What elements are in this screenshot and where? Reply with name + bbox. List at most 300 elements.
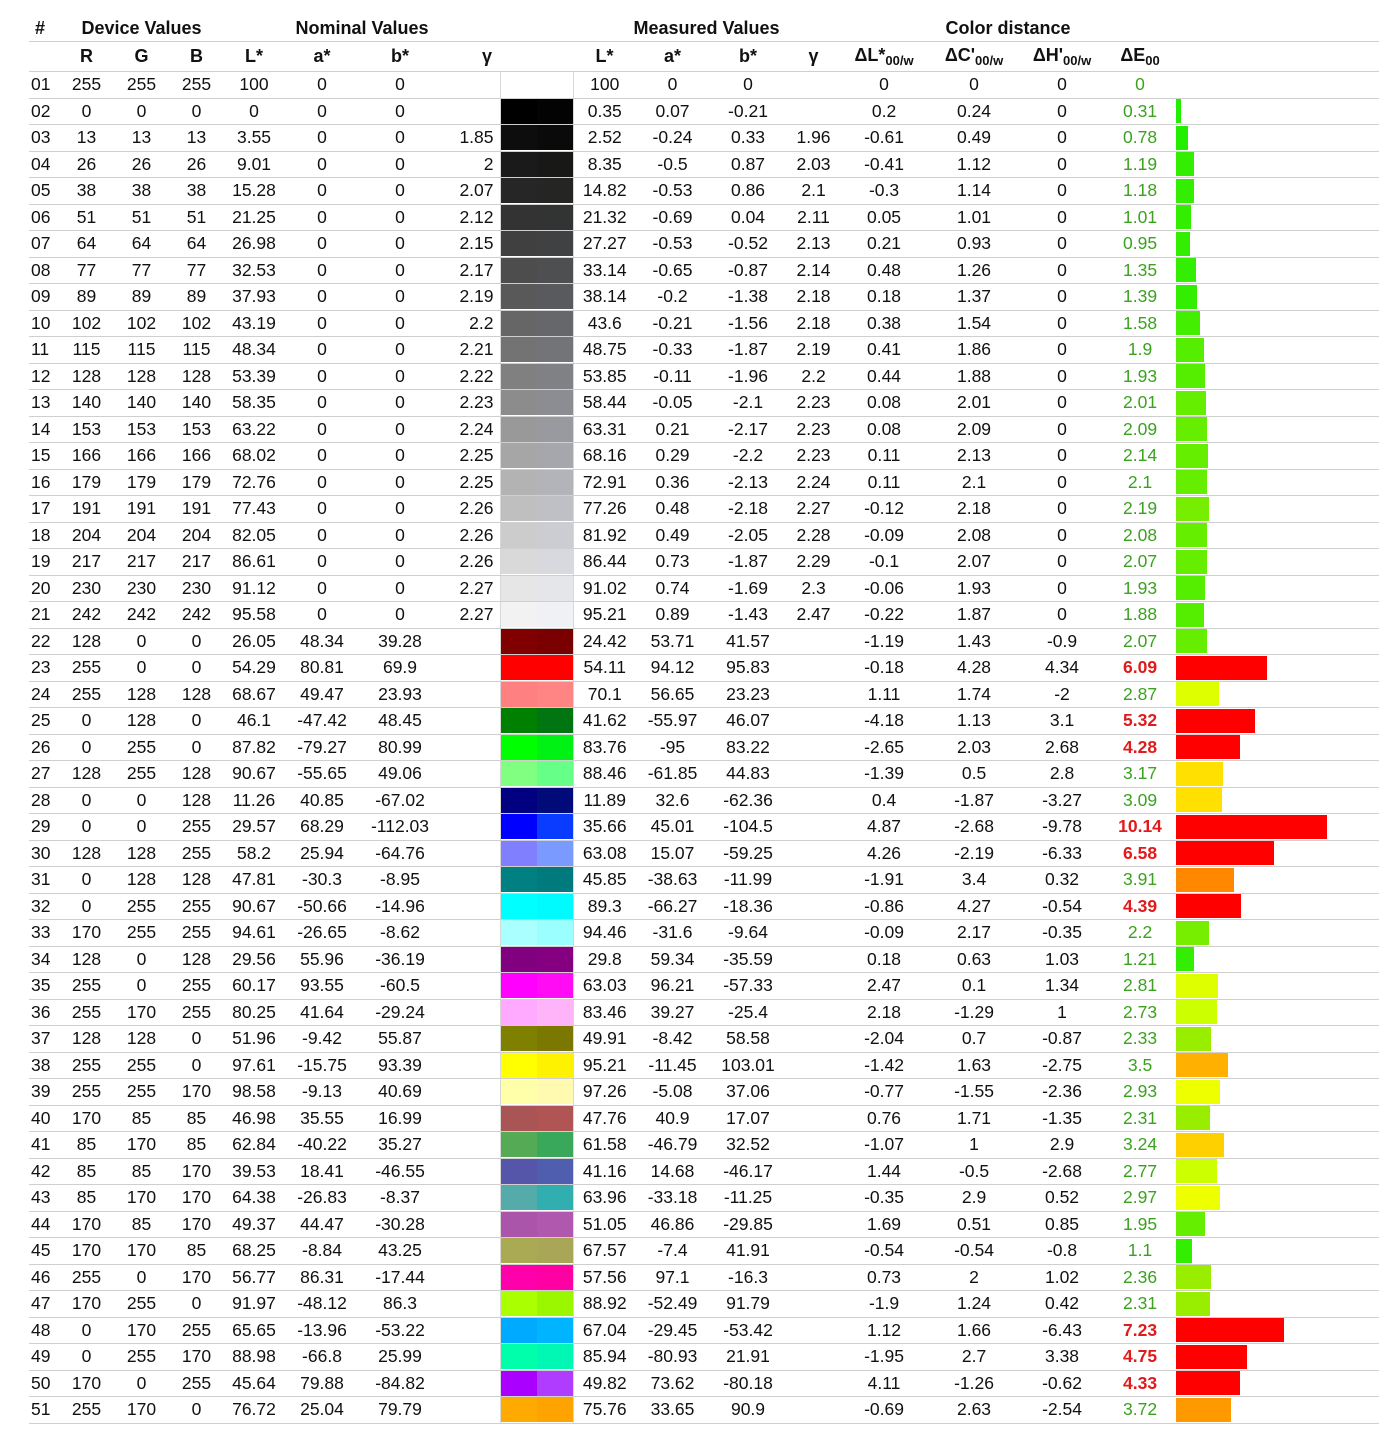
measured-gamma <box>787 1264 840 1291</box>
delta-c: 4.27 <box>928 893 1020 920</box>
measured-l: 88.46 <box>573 761 636 788</box>
measured-l: 58.44 <box>573 390 636 417</box>
nominal-color-patch <box>501 205 537 230</box>
measured-color-patch <box>537 549 573 574</box>
color-swatch <box>500 284 573 311</box>
delta-e-bar <box>1176 868 1234 892</box>
table-row <box>29 814 1379 841</box>
measured-l: 72.91 <box>573 469 636 496</box>
nominal-color-patch <box>501 947 537 972</box>
delta-e-bar <box>1176 735 1240 759</box>
device-g: 242 <box>114 602 169 629</box>
delta-l: -1.07 <box>840 1132 928 1159</box>
col-delta-e-sub: 00 <box>1145 53 1160 68</box>
delta-l: 1.12 <box>840 1317 928 1344</box>
measured-a: -95 <box>636 734 709 761</box>
nominal-b: -8.95 <box>360 867 440 894</box>
delta-e-bar <box>1176 470 1207 494</box>
measured-b: -2.13 <box>709 469 787 496</box>
delta-l: -0.1 <box>840 549 928 576</box>
table-row <box>29 469 1379 496</box>
row-index: 13 <box>29 390 59 417</box>
nominal-b: -60.5 <box>360 973 440 1000</box>
device-r: 191 <box>59 496 114 523</box>
delta-e-bar-cell <box>1176 231 1379 258</box>
device-g: 51 <box>114 204 169 231</box>
measured-gamma: 2.11 <box>787 204 840 231</box>
swatch-pair <box>501 284 573 309</box>
measured-gamma <box>787 920 840 947</box>
color-distance-heading: Color distance <box>840 16 1176 42</box>
nominal-color-patch <box>501 1053 537 1078</box>
nominal-color-patch <box>501 152 537 177</box>
row-index: 12 <box>29 363 59 390</box>
device-r: 204 <box>59 522 114 549</box>
device-r: 128 <box>59 840 114 867</box>
delta-e: 4.75 <box>1104 1344 1176 1371</box>
table-row <box>29 893 1379 920</box>
row-index: 14 <box>29 416 59 443</box>
device-b: 85 <box>169 1132 224 1159</box>
nominal-a: 80.81 <box>284 655 360 682</box>
delta-e: 1.1 <box>1104 1238 1176 1265</box>
color-swatch <box>500 655 573 682</box>
col-measured-b: b* <box>709 42 787 72</box>
delta-e-bar-cell <box>1176 575 1379 602</box>
measured-a: 0.73 <box>636 549 709 576</box>
nominal-a: 49.47 <box>284 681 360 708</box>
measured-color-patch <box>537 894 573 919</box>
nominal-b: 0 <box>360 257 440 284</box>
device-b: 255 <box>169 893 224 920</box>
device-r: 170 <box>59 920 114 947</box>
delta-l: -0.06 <box>840 575 928 602</box>
delta-c: 2.7 <box>928 1344 1020 1371</box>
delta-c: -1.26 <box>928 1370 1020 1397</box>
device-r: 255 <box>59 72 114 99</box>
row-index: 26 <box>29 734 59 761</box>
delta-e-bar <box>1176 523 1207 547</box>
nominal-l: 68.02 <box>224 443 284 470</box>
table-row <box>29 920 1379 947</box>
nominal-a: 86.31 <box>284 1264 360 1291</box>
measured-color-patch <box>537 1291 573 1316</box>
swatch-pair <box>501 947 573 972</box>
nominal-b: 0 <box>360 231 440 258</box>
swatch-pair <box>501 417 573 442</box>
measured-gamma <box>787 1397 840 1424</box>
measured-l: 63.08 <box>573 840 636 867</box>
table-row <box>29 204 1379 231</box>
measured-color-patch <box>537 417 573 442</box>
measured-a: -8.42 <box>636 1026 709 1053</box>
color-swatch <box>500 231 573 258</box>
measured-b: -29.85 <box>709 1211 787 1238</box>
device-g: 255 <box>114 1344 169 1371</box>
delta-c: 4.28 <box>928 655 1020 682</box>
measured-gamma <box>787 628 840 655</box>
nominal-l: 46.1 <box>224 708 284 735</box>
nominal-a: 79.88 <box>284 1370 360 1397</box>
measured-a: -0.24 <box>636 125 709 152</box>
device-g: 128 <box>114 1026 169 1053</box>
delta-l: -0.77 <box>840 1079 928 1106</box>
device-b: 0 <box>169 655 224 682</box>
delta-l: 0.18 <box>840 946 928 973</box>
device-r: 89 <box>59 284 114 311</box>
measured-color-patch <box>537 337 573 362</box>
delta-e-bar-cell <box>1176 416 1379 443</box>
table-body <box>29 72 1379 1424</box>
delta-e-bar-cell <box>1176 973 1379 1000</box>
device-b: 128 <box>169 363 224 390</box>
nominal-l: 76.72 <box>224 1397 284 1424</box>
swatch-pair <box>501 894 573 919</box>
color-swatch <box>500 893 573 920</box>
nominal-l: 47.81 <box>224 867 284 894</box>
nominal-b: 93.39 <box>360 1052 440 1079</box>
color-swatch <box>500 1370 573 1397</box>
delta-e: 2.09 <box>1104 416 1176 443</box>
delta-l: -0.35 <box>840 1185 928 1212</box>
delta-e-bar <box>1176 258 1196 282</box>
row-index: 07 <box>29 231 59 258</box>
measured-color-patch <box>537 602 573 627</box>
delta-l: 0.4 <box>840 787 928 814</box>
row-index: 11 <box>29 337 59 364</box>
measured-l: 83.46 <box>573 999 636 1026</box>
nominal-b: 23.93 <box>360 681 440 708</box>
delta-e: 2.33 <box>1104 1026 1176 1053</box>
measured-gamma <box>787 1238 840 1265</box>
measured-a: -46.79 <box>636 1132 709 1159</box>
measured-a: 53.71 <box>636 628 709 655</box>
measured-a: -0.2 <box>636 284 709 311</box>
table-row <box>29 1026 1379 1053</box>
delta-e-bar-cell <box>1176 1264 1379 1291</box>
nominal-l: 98.58 <box>224 1079 284 1106</box>
delta-l: -1.95 <box>840 1344 928 1371</box>
measured-a: 0.21 <box>636 416 709 443</box>
delta-e-bar <box>1176 921 1209 945</box>
measured-l: 63.03 <box>573 973 636 1000</box>
device-r: 115 <box>59 337 114 364</box>
device-g: 170 <box>114 1397 169 1424</box>
table-row <box>29 1211 1379 1238</box>
nominal-l: 95.58 <box>224 602 284 629</box>
device-b: 170 <box>169 1344 224 1371</box>
measured-color-patch <box>537 178 573 203</box>
nominal-l: 64.38 <box>224 1185 284 1212</box>
row-index: 35 <box>29 973 59 1000</box>
device-b: 255 <box>169 999 224 1026</box>
delta-c: 1.74 <box>928 681 1020 708</box>
nominal-gamma <box>440 1026 500 1053</box>
nominal-l: 32.53 <box>224 257 284 284</box>
delta-e-bar <box>1176 894 1241 918</box>
nominal-gamma <box>440 1132 500 1159</box>
row-index: 36 <box>29 999 59 1026</box>
nominal-l: 77.43 <box>224 496 284 523</box>
table-row <box>29 72 1379 99</box>
delta-l: 2.18 <box>840 999 928 1026</box>
delta-c: 2.18 <box>928 496 1020 523</box>
measured-gamma <box>787 946 840 973</box>
row-index: 09 <box>29 284 59 311</box>
nominal-b: -112.03 <box>360 814 440 841</box>
device-r: 51 <box>59 204 114 231</box>
col-bar-blank <box>1176 42 1379 72</box>
device-g: 85 <box>114 1105 169 1132</box>
device-g: 85 <box>114 1211 169 1238</box>
measured-l: 94.46 <box>573 920 636 947</box>
measured-a: -0.65 <box>636 257 709 284</box>
color-swatch <box>500 549 573 576</box>
delta-e-bar-cell <box>1176 814 1379 841</box>
nominal-b: 48.45 <box>360 708 440 735</box>
device-b: 140 <box>169 390 224 417</box>
measured-color-patch <box>537 761 573 786</box>
device-g: 170 <box>114 1238 169 1265</box>
table-row <box>29 1344 1379 1371</box>
measured-b: -35.59 <box>709 946 787 973</box>
measured-b: -0.21 <box>709 98 787 125</box>
nominal-b: 0 <box>360 178 440 205</box>
measured-b: -80.18 <box>709 1370 787 1397</box>
nominal-color-patch <box>501 523 537 548</box>
col-measured-a: a* <box>636 42 709 72</box>
col-nominal-a: a* <box>284 42 360 72</box>
table-row <box>29 999 1379 1026</box>
swatch-pair <box>501 443 573 468</box>
nominal-color-patch <box>501 655 537 680</box>
nominal-a: -79.27 <box>284 734 360 761</box>
nominal-b: 80.99 <box>360 734 440 761</box>
color-swatch <box>500 1211 573 1238</box>
row-index: 33 <box>29 920 59 947</box>
row-index: 23 <box>29 655 59 682</box>
nominal-color-patch <box>501 1265 537 1290</box>
nominal-a: 0 <box>284 125 360 152</box>
nominal-b: 69.9 <box>360 655 440 682</box>
measured-l: 95.21 <box>573 1052 636 1079</box>
delta-e-bar <box>1176 1371 1240 1395</box>
color-swatch <box>500 946 573 973</box>
measured-color-patch <box>537 841 573 866</box>
col-nominal-gamma: γ <box>440 42 500 72</box>
nominal-b: 86.3 <box>360 1291 440 1318</box>
measured-l: 11.89 <box>573 787 636 814</box>
delta-h: -0.35 <box>1020 920 1104 947</box>
table-row <box>29 1238 1379 1265</box>
delta-e-bar <box>1176 550 1207 574</box>
nominal-color-patch <box>501 1397 537 1422</box>
nominal-l: 21.25 <box>224 204 284 231</box>
delta-c: 2.17 <box>928 920 1020 947</box>
device-b: 128 <box>169 787 224 814</box>
nominal-gamma: 2.26 <box>440 496 500 523</box>
nominal-a: 0 <box>284 575 360 602</box>
measured-l: 41.16 <box>573 1158 636 1185</box>
delta-e-bar <box>1176 205 1191 229</box>
color-swatch <box>500 1158 573 1185</box>
delta-l: -1.39 <box>840 761 928 788</box>
delta-l: 2.47 <box>840 973 928 1000</box>
delta-c: 1.66 <box>928 1317 1020 1344</box>
swatch-pair <box>501 1000 573 1025</box>
nominal-l: 63.22 <box>224 416 284 443</box>
measured-l: 75.76 <box>573 1397 636 1424</box>
table-row <box>29 443 1379 470</box>
swatch-pair <box>501 1212 573 1237</box>
measured-gamma <box>787 1291 840 1318</box>
device-r: 230 <box>59 575 114 602</box>
delta-e-bar-cell <box>1176 178 1379 205</box>
delta-h: -1.35 <box>1020 1105 1104 1132</box>
nominal-gamma <box>440 1264 500 1291</box>
delta-c: 1.37 <box>928 284 1020 311</box>
row-index: 02 <box>29 98 59 125</box>
nominal-gamma <box>440 1317 500 1344</box>
measured-color-patch <box>537 1318 573 1343</box>
delta-e-bar <box>1176 1292 1210 1316</box>
device-b: 166 <box>169 443 224 470</box>
nominal-l: 88.98 <box>224 1344 284 1371</box>
nominal-gamma: 2.12 <box>440 204 500 231</box>
delta-h: -3.27 <box>1020 787 1104 814</box>
measured-l: 8.35 <box>573 151 636 178</box>
nominal-a: 35.55 <box>284 1105 360 1132</box>
delta-e-bar-cell <box>1176 151 1379 178</box>
color-swatch <box>500 840 573 867</box>
delta-e-bar <box>1176 709 1255 733</box>
row-index: 19 <box>29 549 59 576</box>
row-index: 01 <box>29 72 59 99</box>
delta-e-bar <box>1176 126 1188 150</box>
swatch-pair <box>501 655 573 680</box>
nominal-b: -67.02 <box>360 787 440 814</box>
device-b: 38 <box>169 178 224 205</box>
row-index: 30 <box>29 840 59 867</box>
delta-e: 1.9 <box>1104 337 1176 364</box>
nominal-l: 26.98 <box>224 231 284 258</box>
measured-a: 40.9 <box>636 1105 709 1132</box>
delta-h: 2.9 <box>1020 1132 1104 1159</box>
nominal-b: 0 <box>360 416 440 443</box>
delta-e-bar-cell <box>1176 469 1379 496</box>
nominal-l: 3.55 <box>224 125 284 152</box>
delta-c: 2.09 <box>928 416 1020 443</box>
nominal-color-patch <box>501 337 537 362</box>
delta-c: 1.24 <box>928 1291 1020 1318</box>
delta-e-bar-cell <box>1176 602 1379 629</box>
measured-color-patch <box>537 1238 573 1263</box>
row-index: 05 <box>29 178 59 205</box>
table-row <box>29 496 1379 523</box>
device-r: 0 <box>59 734 114 761</box>
measured-gamma <box>787 1158 840 1185</box>
nominal-l: 51.96 <box>224 1026 284 1053</box>
measured-l: 67.04 <box>573 1317 636 1344</box>
nominal-l: 91.97 <box>224 1291 284 1318</box>
measured-gamma: 2.24 <box>787 469 840 496</box>
swatch-pair <box>501 205 573 230</box>
delta-c: 1.14 <box>928 178 1020 205</box>
delta-e-bar-cell <box>1176 761 1379 788</box>
nominal-l: 39.53 <box>224 1158 284 1185</box>
row-index: 47 <box>29 1291 59 1318</box>
column-header-row <box>29 42 1379 72</box>
measured-b: 58.58 <box>709 1026 787 1053</box>
device-r: 170 <box>59 1370 114 1397</box>
measured-gamma: 2.2 <box>787 363 840 390</box>
color-swatch <box>500 469 573 496</box>
col-g: G <box>114 42 169 72</box>
measured-color-patch <box>537 920 573 945</box>
measured-a: -52.49 <box>636 1291 709 1318</box>
measured-b: -53.42 <box>709 1317 787 1344</box>
measured-l: 63.96 <box>573 1185 636 1212</box>
device-g: 128 <box>114 708 169 735</box>
delta-l: -0.69 <box>840 1397 928 1424</box>
measured-l: 24.42 <box>573 628 636 655</box>
delta-e-bar <box>1176 656 1267 680</box>
device-g: 255 <box>114 1052 169 1079</box>
nominal-a: 0 <box>284 416 360 443</box>
nominal-a: 0 <box>284 443 360 470</box>
color-swatch <box>500 814 573 841</box>
device-r: 128 <box>59 628 114 655</box>
delta-e: 3.72 <box>1104 1397 1176 1424</box>
nominal-color-patch <box>501 1106 537 1131</box>
color-swatch <box>500 1052 573 1079</box>
delta-e: 2.2 <box>1104 920 1176 947</box>
measured-color-patch <box>537 231 573 256</box>
delta-h: 0.42 <box>1020 1291 1104 1318</box>
device-b: 191 <box>169 496 224 523</box>
nominal-b: 16.99 <box>360 1105 440 1132</box>
nominal-b: 0 <box>360 469 440 496</box>
measured-a: 56.65 <box>636 681 709 708</box>
delta-h: 4.34 <box>1020 655 1104 682</box>
delta-l: 0.38 <box>840 310 928 337</box>
device-r: 255 <box>59 1052 114 1079</box>
table-row <box>29 231 1379 258</box>
device-b: 77 <box>169 257 224 284</box>
nominal-gamma: 2.17 <box>440 257 500 284</box>
device-r: 0 <box>59 1317 114 1344</box>
table-row <box>29 787 1379 814</box>
index-heading: # <box>29 16 59 42</box>
device-b: 128 <box>169 946 224 973</box>
measured-color-patch <box>537 1106 573 1131</box>
row-index: 28 <box>29 787 59 814</box>
measured-l: 27.27 <box>573 231 636 258</box>
nominal-b: -8.62 <box>360 920 440 947</box>
measured-gamma: 2.23 <box>787 443 840 470</box>
delta-e-bar-cell <box>1176 1052 1379 1079</box>
nominal-color-patch <box>501 1371 537 1396</box>
row-index: 40 <box>29 1105 59 1132</box>
nominal-color-patch <box>501 1344 537 1369</box>
col-b: B <box>169 42 224 72</box>
nominal-a: -15.75 <box>284 1052 360 1079</box>
nominal-color-patch <box>501 1318 537 1343</box>
measured-a: 33.65 <box>636 1397 709 1424</box>
nominal-b: 0 <box>360 575 440 602</box>
measured-l: 91.02 <box>573 575 636 602</box>
measured-a: -55.97 <box>636 708 709 735</box>
